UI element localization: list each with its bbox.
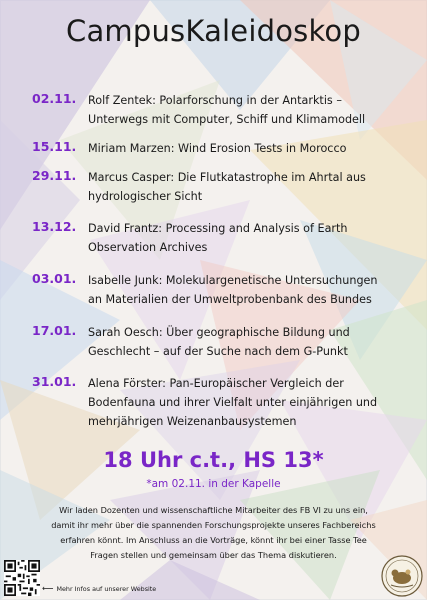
talk-line: Geschlecht – auf der Suche nach dem G-Punkt [88, 345, 348, 358]
fachschaft-seal-icon [381, 555, 423, 597]
talk-date: 29.11. [32, 168, 77, 183]
invitation-line: Wir laden Dozenten und wissenschaftliche Mitarbeiter des FB VI zu uns ein, [59, 505, 368, 515]
event-time-footnote: *am 02.11. in der Kapelle [146, 478, 281, 490]
talk-description [88, 219, 406, 257]
talk-line: David Frantz: Processing and Analysis of Earth [88, 222, 348, 235]
talk-line: hydrologischer Sicht [88, 190, 203, 203]
talk-line: Sarah Oesch: Über geographische Bildung und [88, 326, 350, 339]
talk-description [88, 323, 406, 361]
talk-description [88, 91, 406, 129]
invitation-line: damit ihr mehr über die spannenden Forschungsprojekte unseres Fachbereichs [51, 520, 376, 530]
talk-date: 02.11. [32, 91, 77, 106]
talk-line: Rolf Zentek: Polarforschung in der Antarktis – [88, 94, 342, 107]
event-time-location: 18 Uhr c.t., HS 13* [103, 448, 324, 472]
website-hint [42, 584, 156, 593]
arrow-left-icon: ⟵ [42, 584, 54, 593]
talk-description [88, 374, 406, 431]
talk-date: 31.01. [32, 374, 77, 389]
talk-description [88, 168, 406, 206]
talk-date: 13.12. [32, 219, 77, 234]
talk-line: Marcus Casper: Die Flutkatastrophe im Ahrtal aus [88, 171, 366, 184]
talk-line: mehrjährigen Weizenanbausystemen [88, 415, 297, 428]
invitation-line: erfahren könnt. Im Anschluss an die Vorträge, könnt ihr bei einer Tasse Tee [60, 535, 367, 545]
talk-line: Miriam Marzen: Wind Erosion Tests in Morocco [88, 142, 347, 155]
talk-date: 17.01. [32, 323, 77, 338]
invitation-text [30, 503, 397, 563]
talk-line: Alena Förster: Pan-Europäischer Vergleich der [88, 377, 344, 390]
website-hint-text: Mehr Infos auf unserer Website [56, 584, 157, 593]
qr-code-icon[interactable] [4, 560, 40, 596]
talk-line: Unterwegs mit Computer, Schiff und Klimamodell [88, 113, 366, 126]
talk-description [88, 139, 406, 158]
talk-line: an Materialien der Umweltprobenbank des Bundes [88, 293, 372, 306]
invitation-line: Fragen stellen und gemeinsam über das Thema diskutieren. [90, 550, 337, 560]
talk-line: Observation Archives [88, 241, 208, 254]
talk-date: 03.01. [32, 271, 77, 286]
poster-title: CampusKaleidoskop [66, 14, 361, 48]
talk-line: Isabelle Junk: Molekulargenetische Untersuchungen [88, 274, 378, 287]
talk-line: Bodenfauna und ihrer Vielfalt unter einjährigen und [88, 396, 378, 409]
talk-date: 15.11. [32, 139, 77, 154]
talk-description [88, 271, 406, 309]
